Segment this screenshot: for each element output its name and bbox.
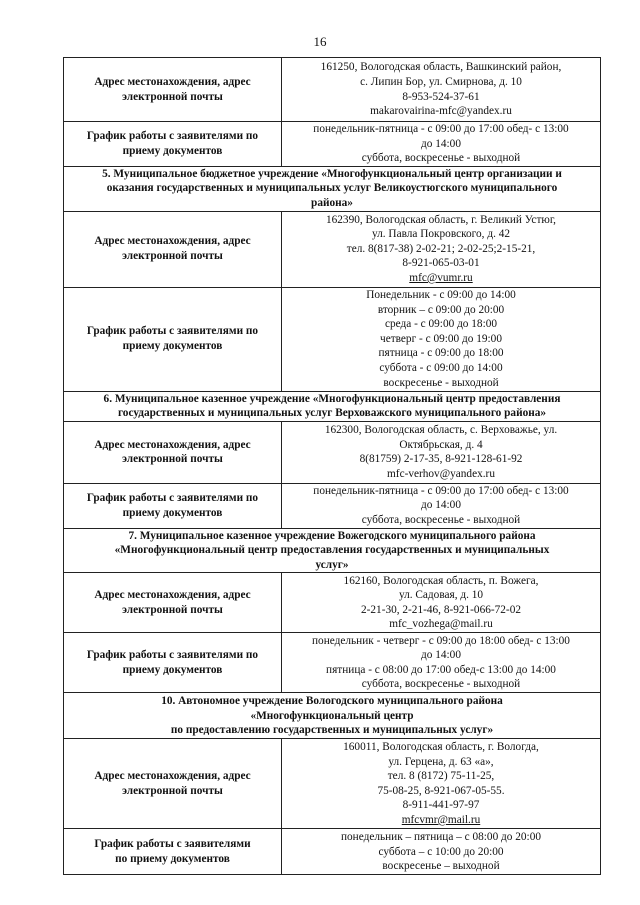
section-header-row (64, 528, 601, 573)
schedule-label: График работы с заявителями по приему документов (64, 287, 282, 391)
section-header-7: 7. Муниципальное казенное учреждение Вожегодского муниципального района «Многофункциональный центр предоставления государственных и муниципальных услуг» (64, 528, 601, 573)
table-row (64, 633, 601, 693)
table-row (64, 122, 601, 167)
table-row (64, 739, 601, 829)
mfc-contacts-table (63, 57, 601, 875)
table-row (64, 573, 601, 633)
schedule-value: понедельник – пятница – с 08:00 до 20:00 суббота – с 10:00 до 20:00 воскресенье – выходной (282, 829, 601, 875)
email-link[interactable]: mfcvmr@mail.ru (401, 814, 481, 826)
address-value: 162300, Вологодская область, с. Верховажье, ул. Октябрьская, д. 4 8(81759) 2-17-35, 8-921-128-61-92 mfc-verhov@yandex.ru (282, 421, 601, 483)
schedule-label: График работы с заявителями по приему документов (64, 483, 282, 528)
schedule-value: понедельник - четверг - с 09:00 до 18:00 обед- с 13:00 до 14:00 пятница - с 08:00 до 17:00 обед-с 13:00 до 14:00 суббота, воскресенье - выходной (282, 633, 601, 693)
address-value: 162390, Вологодская область, г. Великий Устюг, ул. Павла Покровского, д. 42 тел. 8(817-38) 2-02-21; 2-02-25;2-15-21, 8-921-065-03-01 mfc@vumr.ru (282, 211, 601, 287)
address-value: 162160, Вологодская область, п. Вожега, ул. Садовая, д. 10 2-21-30, 2-21-46, 8-921-066-72-02 mfc_vozhega@mail.ru (282, 573, 601, 633)
schedule-value: понедельник-пятница - с 09:00 до 17:00 обед- с 13:00 до 14:00 суббота, воскресенье - выходной (282, 483, 601, 528)
address-label: Адрес местонахождения, адрес электронной почты (64, 573, 282, 633)
schedule-label: График работы с заявителями по приему документов (64, 633, 282, 693)
table-row (64, 483, 601, 528)
email-link[interactable]: makarovairina-mfc@yandex.ru (370, 105, 512, 118)
address-value: 160011, Вологодская область, г. Вологда, ул. Герцена, д. 63 «а», тел. 8 (8172) 75-11-25, 75-08-25, 8-921-067-05-55. 8-911-441-97-97 mfcvmr@mail.ru (282, 739, 601, 829)
address-label: Адрес местонахождения, адрес электронной почты (64, 58, 282, 122)
table-row (64, 421, 601, 483)
address-label: Адрес местонахождения, адрес электронной почты (64, 421, 282, 483)
table-row (64, 287, 601, 391)
section-header-row (64, 391, 601, 421)
section-header-row (64, 166, 601, 211)
email-link[interactable]: mfc@vumr.ru (409, 271, 473, 284)
address-value: 161250, Вологодская область, Вашкинский район, с. Липин Бор, ул. Смирнова, д. 10 8-953-524-37-61 makarovairina-mfc@yandex.ru (282, 58, 601, 122)
schedule-label: График работы с заявителями по приему документов (64, 122, 282, 167)
section-header-6: 6. Муниципальное казенное учреждение «Многофункциональный центр предоставления государственных и муниципальных услуг Верховажского муниципального района» (64, 391, 601, 421)
section-header-5: 5. Муниципальное бюджетное учреждение «Многофункциональный центр организации и оказания государственных и муниципальных услуг Великоустюгского муниципального района» (64, 166, 601, 211)
table-row (64, 211, 601, 287)
table-row (64, 58, 601, 122)
section-header-10: 10. Автономное учреждение Вологодского муниципального района «Многофункциональный центр по предоставлению государственных и муниципальных услуг» (64, 693, 601, 739)
email-link[interactable]: mfc_vozhega@mail.ru (389, 618, 493, 631)
table-row (64, 829, 601, 875)
address-label: Адрес местонахождения, адрес электронной почты (64, 739, 282, 829)
schedule-label: График работы с заявителями по приему документов (64, 829, 282, 875)
page-number: 16 (313, 34, 327, 49)
schedule-value: понедельник-пятница - с 09:00 до 17:00 обед- с 13:00 до 14:00 суббота, воскресенье - выходной (282, 122, 601, 167)
email-link[interactable]: mfc-verhov@yandex.ru (387, 467, 495, 480)
schedule-value: Понедельник - с 09:00 до 14:00 вторник – с 09:00 до 20:00 среда - с 09:00 до 18:00 четверг - с 09:00 до 19:00 пятница - с 09:00 до 18:00 суббота - с 09:00 до 14:00 воскресенье - выходной (282, 287, 601, 391)
section-header-row (64, 693, 601, 739)
address-label: Адрес местонахождения, адрес электронной почты (64, 211, 282, 287)
